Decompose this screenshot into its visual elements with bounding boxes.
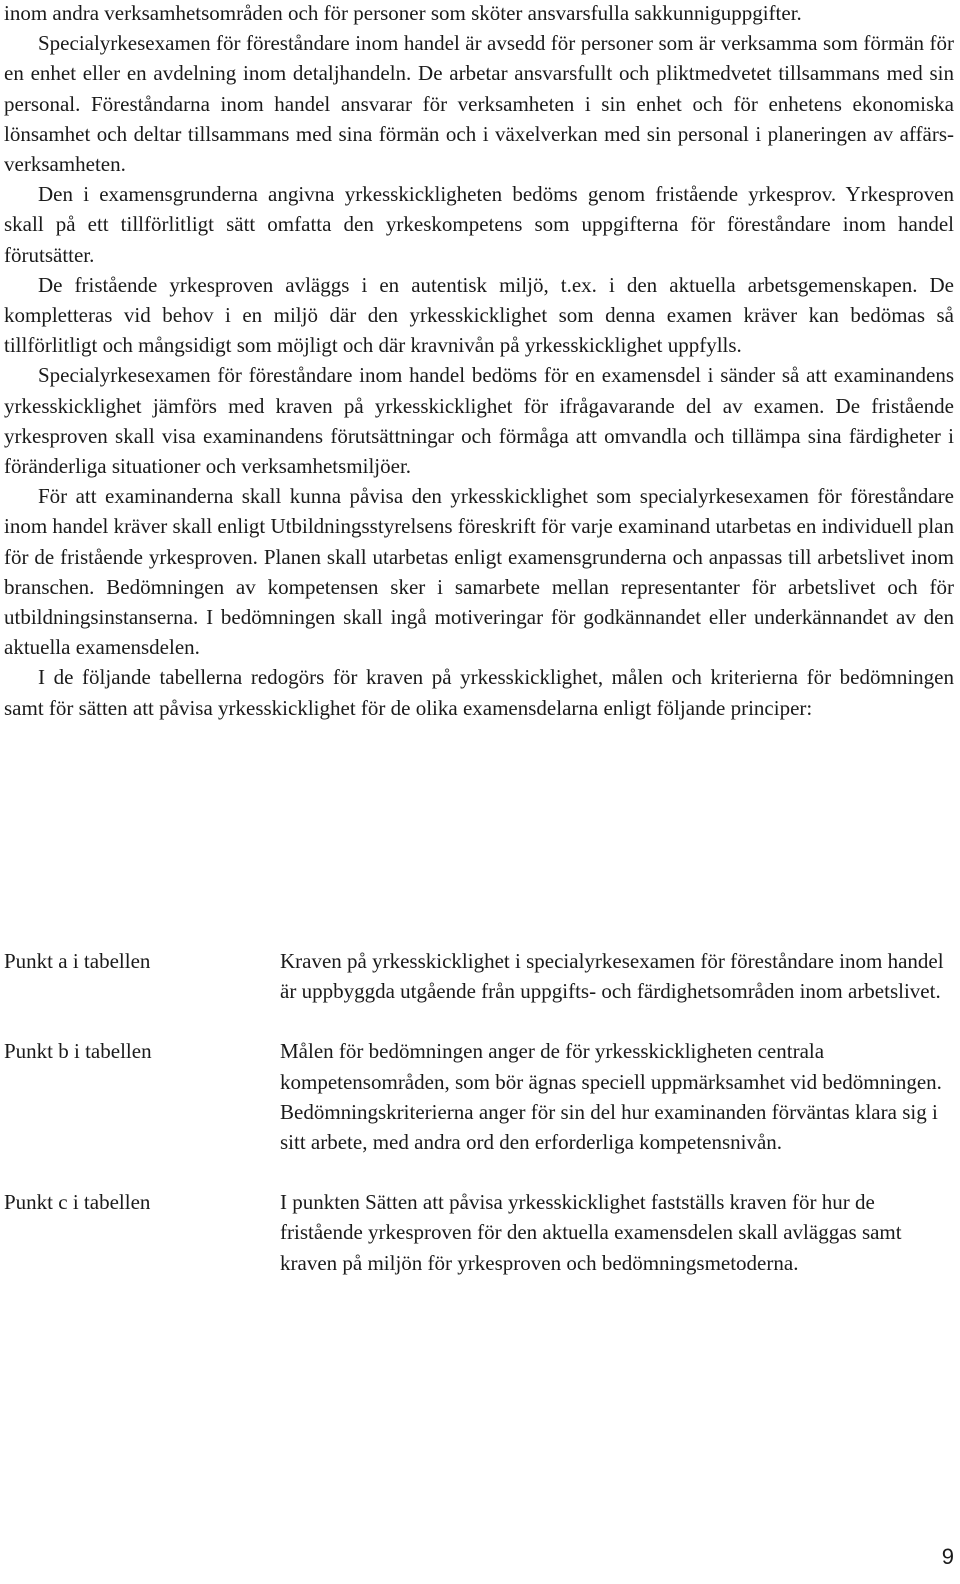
page-number: 9 xyxy=(941,1544,954,1569)
definition-description xyxy=(280,1036,954,1157)
definition-text: Målen för bedömningen anger de för yrkesskickligheten centrala kompetensområden, som bör ägnas speciell uppmärksamhet vid bedömningen. xyxy=(280,1039,942,1094)
definition-text: Bedömningskriterierna anger för sin del hur examinanden förväntas klara sig i sitt arbete, med andra ord den erforderliga kompetensnivån. xyxy=(280,1099,938,1155)
definition-row-a xyxy=(4,946,954,1006)
paragraph: inom andra verksamhetsområden och för personer som sköter ansvarsfulla sakkunniguppgifter. xyxy=(4,1,802,25)
definition-row-c xyxy=(4,1187,954,1278)
body-text xyxy=(4,0,954,723)
paragraph: Den i examensgrunderna angivna yrkesskickligheten bedöms genom fristående yrkesprov. Yrkesproven skall på ett tillförlitligt sätt omfatta den yrkeskompetens som uppgifterna för föreståndare inom handel förutsätter. xyxy=(4,182,954,267)
definition-description xyxy=(280,1187,954,1278)
paragraph: I de följande tabellerna redogörs för kraven på yrkesskicklighet, målen och kriterierna för bedömningen samt för sätten att påvisa yrkesskicklighet för de olika examensdelarna enligt följande principer: xyxy=(4,665,954,720)
definition-text: Kraven på yrkesskicklighet i specialyrkesexamen för föreståndare inom handel är uppbyggda utgående från uppgifts- och färdighetsområden inom arbetslivet. xyxy=(280,949,944,1004)
definition-term: Punkt a i tabellen xyxy=(4,949,151,973)
paragraph: Specialyrkesexamen för föreståndare inom handel bedöms för en examensdel i sänder så att examinandens yrkesskicklighet jämförs med kraven på yrkesskicklighet för ifrågavarande del av examen. De fristående yrkesproven skall visa examinandens förutsättningar och förmåga att omvandla och tillämpa sina färdigheter i föränderliga situationer och verksamhetsmiljöer. xyxy=(4,363,954,479)
definition-row-b xyxy=(4,1036,954,1157)
definition-description xyxy=(280,946,954,1006)
definition-text: I punkten Sätten att påvisa yrkesskicklighet fastställs kraven för hur de fristående yrkesproven för den aktuella examensdelen skall avläggas samt kraven på miljön för yrkesproven och bedömningsmetoderna. xyxy=(280,1190,902,1275)
definition-term: Punkt c i tabellen xyxy=(4,1190,151,1215)
paragraph: Specialyrkesexamen för föreståndare inom handel är avsedd för personer som är verksamma som förmän för en enhet eller en avdelning inom detaljhandeln. De arbetar ansvarsfullt och pliktmedvetet tillsammans med sin personal. Föreståndarna inom handel ansvarar för verksamheten i sin enhet och för enhetens ekonomiska lönsamhet och deltar tillsammans med sina förmän och i växelverkan med sin personal i planeringen av affärsverksamheten. xyxy=(4,31,954,177)
paragraph: De fristående yrkesproven avläggs i en autentisk miljö, t.ex. i den aktuella arbetsgemenskapen. De kompletteras vid behov i en miljö där den yrkesskicklighet som denna examen kräver kan bedömas så tillförlitligt och mångsidigt som möjligt och där kravnivån på yrkesskicklighet uppfylls. xyxy=(4,272,954,358)
definition-term: Punkt b i tabellen xyxy=(4,1039,152,1064)
definition-list xyxy=(4,946,954,1308)
paragraph: För att examinanderna skall kunna påvisa den yrkesskicklighet som specialyrkesexamen för föreståndare inom handel kräver skall enligt Utbildningsstyrelsens föreskrift för varje examinand utarbetas en individuell plan för de fristående yrkesproven. Planen skall utarbetas enligt examensgrunderna och anpassas till arbetslivet inom branschen. Bedömningen av kompetensen sker i samarbete mellan representanter för arbetslivet och för utbildningsinstanserna. I bedömningen skall ingå motiveringar för godkännandet eller underkännandet av den aktuella examensdelen. xyxy=(4,484,954,660)
